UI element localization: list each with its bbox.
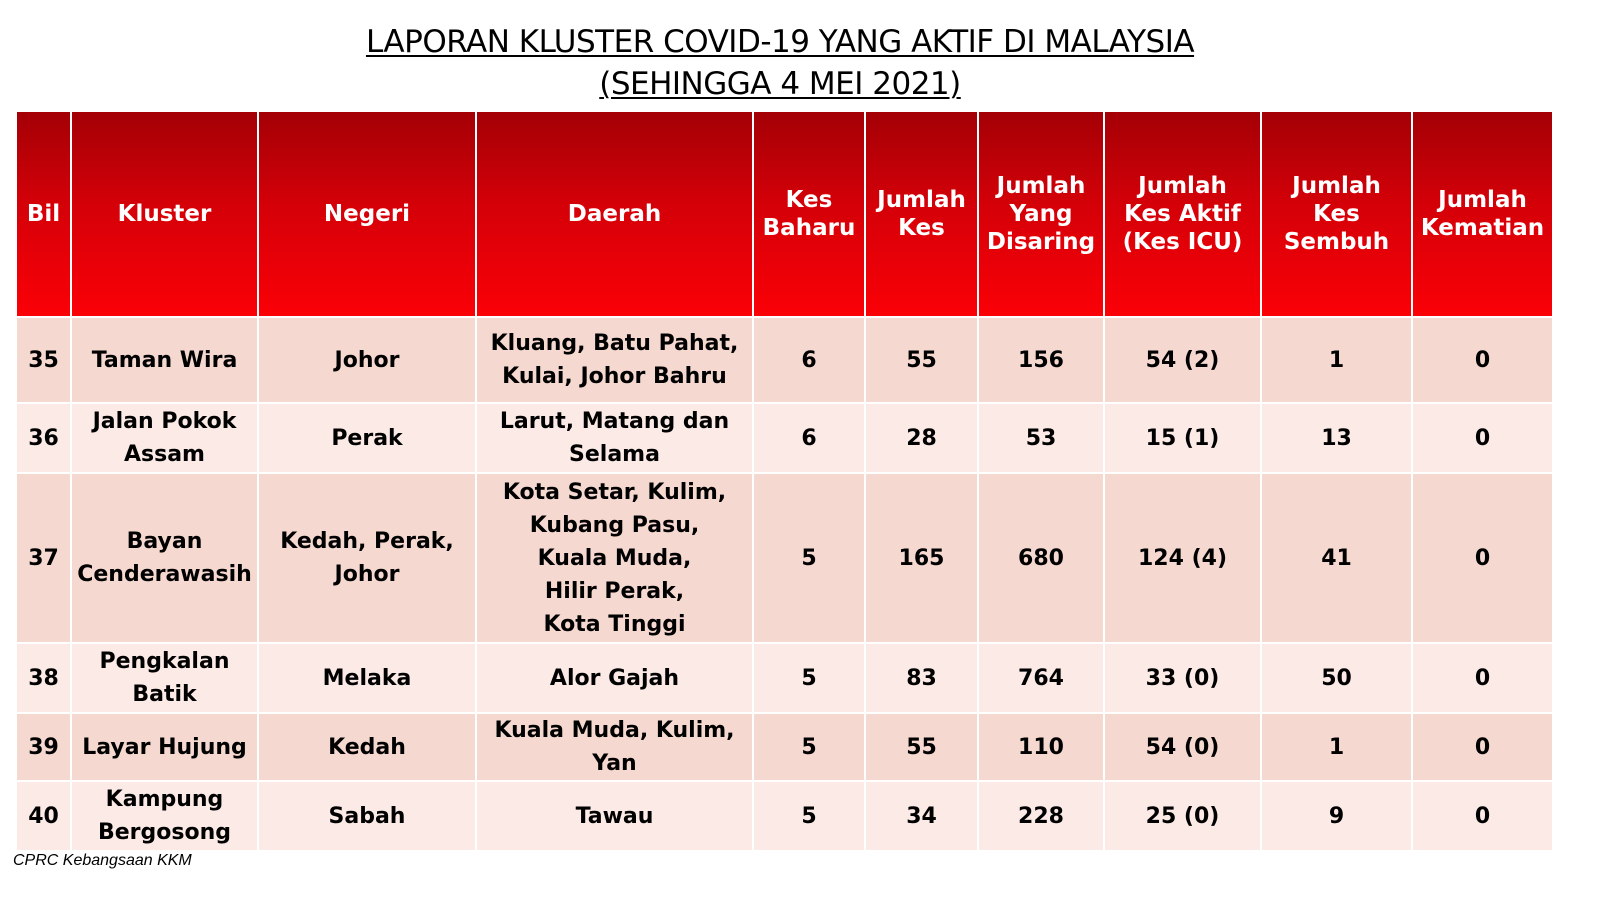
column-header-kematian — [1412, 111, 1553, 317]
cell-text-line: Kuala Muda, — [537, 545, 692, 571]
cell-kluster — [71, 473, 258, 643]
cell-text-line: Kampung — [105, 787, 224, 812]
cell-bil: 39 — [16, 713, 71, 781]
cell-kes-aktif: 54 (0) — [1104, 713, 1261, 781]
cell-text-line: Tawau — [575, 803, 654, 829]
cell-kes-baharu: 5 — [753, 781, 865, 851]
cell-text-line: Pengkalan Batik — [99, 649, 230, 707]
cell-daerah — [476, 317, 753, 403]
cell-text-line: Larut, Matang dan — [499, 409, 730, 434]
cell-kes-sembuh: 1 — [1261, 317, 1412, 403]
cell-kes-sembuh: 9 — [1261, 781, 1412, 851]
cell-kes-baharu: 5 — [753, 713, 865, 781]
table-row — [16, 643, 1553, 713]
cell-text-line: Melaka — [322, 665, 412, 691]
cell-kes-baharu: 6 — [753, 403, 865, 473]
cell-jumlah-kes: 28 — [865, 403, 978, 473]
cell-kes-baharu: 6 — [753, 317, 865, 403]
cell-kematian: 0 — [1412, 781, 1553, 851]
column-header-text: Bil — [26, 201, 61, 227]
table-body — [16, 317, 1553, 851]
cell-kluster — [71, 643, 258, 713]
cell-jumlah-kes: 83 — [865, 643, 978, 713]
column-header-kes-aktif — [1104, 111, 1261, 317]
cell-kematian: 0 — [1412, 317, 1553, 403]
cell-text-line: Kuala Muda, Kulim, Yan — [494, 718, 735, 776]
cell-text-line: Sabah — [328, 803, 406, 829]
table-header-row — [16, 111, 1553, 317]
table-row — [16, 317, 1553, 403]
cell-text-line: Kubang Pasu, — [529, 512, 700, 538]
cell-daerah — [476, 781, 753, 851]
column-header-kes-baharu — [753, 111, 865, 317]
cell-kematian: 0 — [1412, 713, 1553, 781]
column-header-text: Jumlah — [996, 173, 1086, 199]
cell-jumlah-disaring: 110 — [978, 713, 1104, 781]
cell-kes-aktif: 54 (2) — [1104, 317, 1261, 403]
cell-kluster — [71, 713, 258, 781]
cell-jumlah-disaring: 764 — [978, 643, 1104, 713]
cell-kes-sembuh: 50 — [1261, 643, 1412, 713]
cell-jumlah-kes: 34 — [865, 781, 978, 851]
column-header-text: Kluster — [117, 201, 212, 227]
table-row — [16, 781, 1553, 851]
column-header-text: Kes Aktif — [1124, 201, 1241, 227]
cell-negeri — [258, 317, 476, 403]
cell-kes-baharu: 5 — [753, 643, 865, 713]
cell-kematian: 0 — [1412, 643, 1553, 713]
column-header-jumlah-disaring — [978, 111, 1104, 317]
cell-text-line: Jalan Pokok — [92, 409, 237, 434]
cell-text-line: Johor — [334, 347, 400, 373]
cell-text-line: Kluang, Batu Pahat, — [490, 331, 739, 356]
cell-text-line: Perak — [331, 425, 403, 451]
cell-text-line: Kedah — [328, 734, 406, 760]
cell-text-line: Bergosong — [97, 820, 232, 845]
column-header-kluster — [71, 111, 258, 317]
cell-bil: 40 — [16, 781, 71, 851]
cell-kes-baharu: 5 — [753, 473, 865, 643]
cell-jumlah-disaring: 228 — [978, 781, 1104, 851]
table-row — [16, 403, 1553, 473]
cell-negeri — [258, 713, 476, 781]
cell-kematian: 0 — [1412, 403, 1553, 473]
column-header-bil — [16, 111, 71, 317]
table-row — [16, 713, 1553, 781]
column-header-text: (Kes ICU) — [1122, 229, 1243, 255]
column-header-text: Negeri — [323, 201, 411, 227]
column-header-text: Sembuh — [1283, 229, 1390, 255]
cell-text-line: Layar Hujung — [82, 734, 247, 760]
source-note: CPRC Kebangsaan KKM — [13, 852, 192, 869]
column-header-text: Disaring — [986, 229, 1096, 255]
column-header-text: Jumlah — [1138, 173, 1227, 199]
cell-jumlah-disaring: 680 — [978, 473, 1104, 643]
cell-bil: 38 — [16, 643, 71, 713]
cell-text-line: Kedah, Perak, — [280, 529, 454, 554]
cell-negeri — [258, 781, 476, 851]
cell-text-line: Kota Setar, Kulim, — [502, 479, 727, 505]
cell-kluster — [71, 317, 258, 403]
cell-jumlah-disaring: 53 — [978, 403, 1104, 473]
column-header-text: Jumlah — [1438, 187, 1527, 213]
column-header-negeri — [258, 111, 476, 317]
cell-text-line: Cenderawasih — [77, 562, 252, 587]
table-row — [16, 473, 1553, 643]
column-header-text: Yang — [1009, 201, 1073, 227]
cell-negeri — [258, 473, 476, 643]
cell-jumlah-kes: 165 — [865, 473, 978, 643]
column-header-text: Kematian — [1420, 215, 1545, 241]
cell-text-line: Bayan — [126, 529, 203, 554]
cell-jumlah-kes: 55 — [865, 713, 978, 781]
cell-text-line: Kota Tinggi — [543, 611, 686, 637]
column-header-text: Kes — [898, 215, 945, 241]
cell-kes-sembuh: 13 — [1261, 403, 1412, 473]
cell-kluster — [71, 403, 258, 473]
cell-text-line: Kulai, Johor Bahru — [502, 364, 727, 389]
report-title: LAPORAN KLUSTER COVID-19 YANG AKTIF DI MALAYSIA — [365, 24, 1195, 60]
cell-daerah — [476, 473, 753, 643]
cell-text-line: Taman Wira — [91, 347, 238, 373]
column-header-kes-sembuh — [1261, 111, 1412, 317]
cell-bil: 35 — [16, 317, 71, 403]
cell-text-line: Hilir Perak, — [544, 578, 685, 604]
cell-text-line: Selama — [569, 442, 660, 467]
cell-bil: 36 — [16, 403, 71, 473]
cell-text-line: Assam — [124, 442, 205, 467]
cell-kes-aktif: 25 (0) — [1104, 781, 1261, 851]
column-header-text: Baharu — [762, 215, 856, 241]
column-header-text: Kes — [1313, 201, 1360, 227]
cell-text-line: Alor Gajah — [549, 665, 680, 691]
column-header-daerah — [476, 111, 753, 317]
cell-kes-aktif: 15 (1) — [1104, 403, 1261, 473]
column-header-jumlah-kes — [865, 111, 978, 317]
cell-kes-aktif: 33 (0) — [1104, 643, 1261, 713]
cell-jumlah-disaring: 156 — [978, 317, 1104, 403]
column-header-text: Jumlah — [877, 187, 966, 213]
cell-bil: 37 — [16, 473, 71, 643]
cell-daerah — [476, 643, 753, 713]
cell-kluster — [71, 781, 258, 851]
column-header-text: Jumlah — [1292, 173, 1381, 199]
column-header-text: Daerah — [567, 201, 662, 227]
cell-kematian: 0 — [1412, 473, 1553, 643]
cell-kes-sembuh: 1 — [1261, 713, 1412, 781]
cluster-table — [15, 110, 1554, 852]
cell-kes-aktif: 124 (4) — [1104, 473, 1261, 643]
cell-negeri — [258, 643, 476, 713]
cell-daerah — [476, 713, 753, 781]
cell-jumlah-kes: 55 — [865, 317, 978, 403]
cell-daerah — [476, 403, 753, 473]
cell-kes-sembuh: 41 — [1261, 473, 1412, 643]
cell-text-line: Johor — [334, 562, 400, 587]
cell-negeri — [258, 403, 476, 473]
report-subtitle-date: (SEHINGGA 4 MEI 2021) — [599, 66, 961, 102]
column-header-text: Kes — [785, 187, 833, 213]
